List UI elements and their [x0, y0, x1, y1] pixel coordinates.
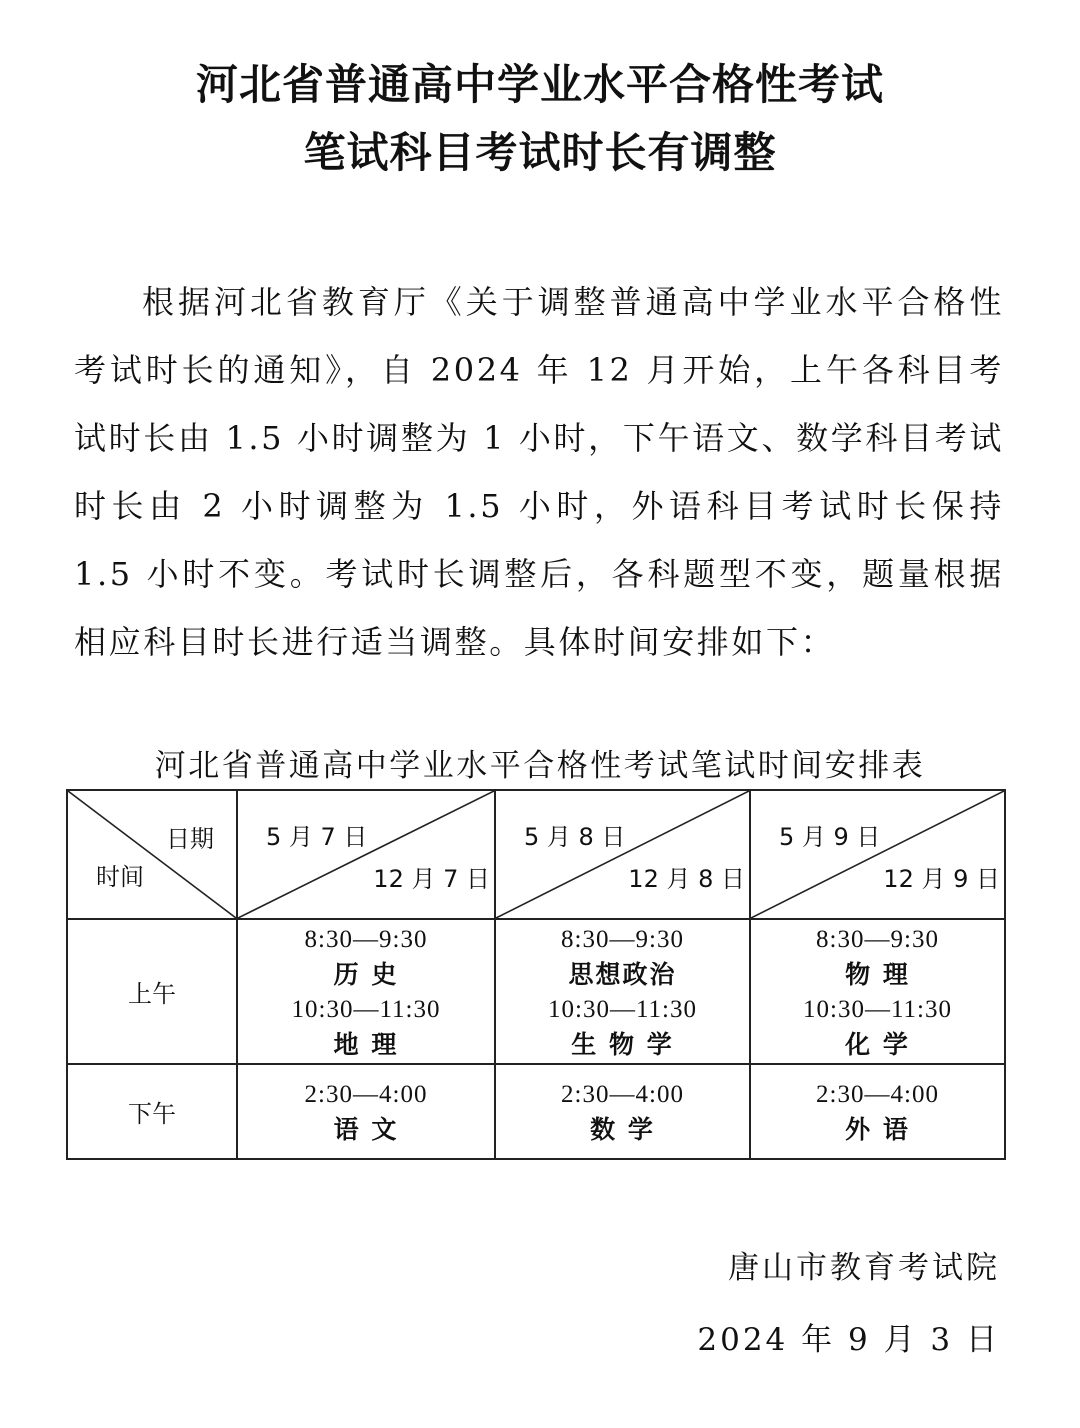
morning-slot-cell-2	[495, 919, 750, 1064]
morning-slot-cell-3	[750, 919, 1005, 1064]
table-row-morning	[67, 919, 1005, 1064]
day-1-spring-date: 5 月 7 日	[266, 823, 368, 851]
slot-time: 2:30—4:00	[561, 1080, 684, 1108]
slot-subject: 思想政治	[568, 959, 677, 989]
afternoon-slot-cell-1	[237, 1064, 495, 1159]
slot-subject: 物 理	[845, 959, 910, 989]
slot-subject: 地 理	[333, 1029, 399, 1059]
slot-time: 8:30—9:30	[816, 925, 939, 953]
day-header-cell-1	[237, 790, 495, 919]
slot-time: 8:30—9:30	[561, 925, 684, 953]
slot-time: 2:30—4:00	[304, 1080, 428, 1108]
slot-subject: 化 学	[845, 1029, 910, 1059]
slot-time: 10:30—11:30	[803, 995, 952, 1023]
issuing-organization: 唐山市教育考试院	[728, 1250, 1000, 1286]
slot-subject: 生 物 学	[571, 1029, 674, 1059]
table-caption: 河北省普通高中学业水平合格性考试笔试时间安排表	[154, 748, 926, 784]
corner-header-cell	[67, 790, 237, 919]
morning-label: 上午	[67, 919, 237, 1064]
body-paragraph: 根据河北省教育厅《关于调整普通高中学业水平合格性考试时长的通知》，自 2024 年 12 月开始，上午各科目考试时长由 1.5 小时调整为 1 小时，下午语文、数学科目考试时长由 2 小时调整为 1.5 小时，外语科目考试时长保持 1.5 小时不变。考试时长调整后，各科题型不变，题量根据相应科目时长进行适当调整。具体时间安排如下：	[74, 283, 1004, 661]
time-axis-label: 时间	[96, 863, 144, 891]
day-header-diagonal-line	[496, 791, 749, 918]
day-2-spring-date: 5 月 8 日	[524, 823, 626, 851]
slot-subject: 外 语	[845, 1114, 910, 1144]
corner-diagonal-line	[68, 791, 236, 918]
day-3-winter-date: 12 月 9 日	[883, 865, 1000, 893]
slot-subject: 数 学	[590, 1114, 655, 1144]
afternoon-slot-cell-3	[750, 1064, 1005, 1159]
slot-subject: 语 文	[333, 1114, 399, 1144]
day-1-winter-date: 12 月 7 日	[373, 865, 490, 893]
morning-slot-cell-1	[237, 919, 495, 1064]
day-header-diagonal-line	[238, 791, 494, 918]
slot-subject: 历 史	[333, 959, 399, 989]
table-header-row	[67, 790, 1005, 919]
date-axis-label: 日期	[166, 825, 214, 853]
table-row-afternoon	[67, 1064, 1005, 1159]
issue-date: 2024 年 9 月 3 日	[697, 1322, 1000, 1358]
afternoon-slot-cell-2	[495, 1064, 750, 1159]
afternoon-label: 下午	[67, 1064, 237, 1159]
slot-time: 10:30—11:30	[548, 995, 697, 1023]
day-2-winter-date: 12 月 8 日	[628, 865, 745, 893]
day-header-cell-3	[750, 790, 1005, 919]
slot-time: 2:30—4:00	[816, 1080, 939, 1108]
slot-time: 10:30—11:30	[291, 995, 441, 1023]
slot-time: 8:30—9:30	[304, 925, 428, 953]
day-header-cell-2	[495, 790, 750, 919]
document-title-line-1: 河北省普通高中学业水平合格性考试	[195, 60, 884, 109]
day-header-diagonal-line	[751, 791, 1004, 918]
document-title-line-2: 笔试科目考试时长有调整	[303, 128, 777, 177]
day-3-spring-date: 5 月 9 日	[779, 823, 881, 851]
schedule-table	[66, 789, 1006, 1160]
